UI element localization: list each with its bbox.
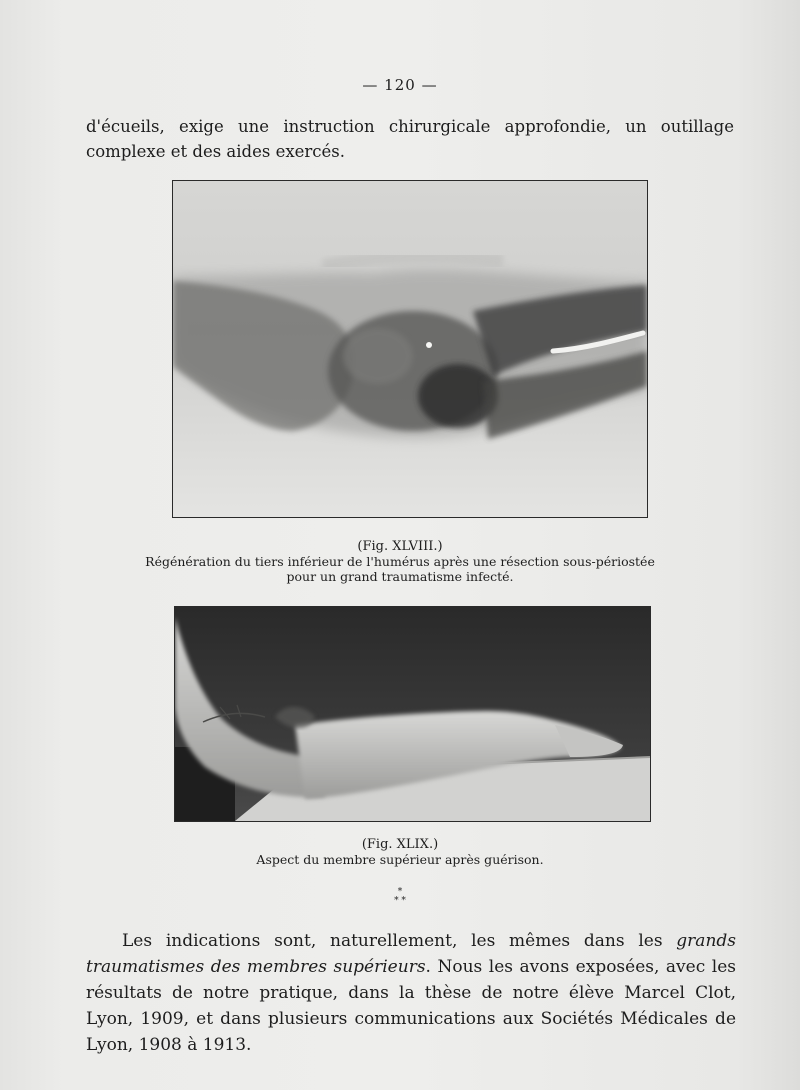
bottom-paragraph-text-2: . Nous les avons exposées, avec les résultats de notre pratique, dans la thèse de notre élève Marcel Clot, Lyon, 1909, et dans plusieurs communications aux Sociétés Médicales de Lyon, 1908 à 1913.	[86, 957, 736, 1055]
top-paragraph: d'écueils, exige une instruction chirurgicale approfondie, un outillage complexe et des aides exercés.	[86, 117, 734, 161]
xray-image	[173, 181, 647, 517]
bottom-paragraph	[86, 928, 736, 1058]
page-number: — 120 —	[362, 76, 438, 94]
asterism-bottom: * *	[394, 896, 406, 906]
figure-label: (Fig. XLVIII.)	[357, 539, 443, 554]
figure-description: Aspect du membre supérieur après guérison.	[256, 852, 544, 867]
figure-description: Régénération du tiers inférieur de l'humérus après une résection sous-périostée pour un grand traumatisme infecté.	[145, 554, 655, 584]
arm-photo-image	[175, 607, 650, 821]
xray-figure	[172, 180, 648, 518]
figure-label: (Fig. XLIX.)	[361, 837, 439, 852]
figure-caption-xlix	[0, 836, 800, 867]
asterism-separator	[0, 888, 800, 906]
bottom-paragraph-text-1: Les indications sont, naturellement, les mêmes dans les	[122, 931, 677, 951]
figure-caption-xlviii	[0, 538, 800, 584]
bottom-paragraph-italic: grands traumatismes des membres supérieurs	[86, 931, 736, 977]
asterism-top: *	[397, 887, 403, 897]
arm-photo-figure	[174, 606, 651, 822]
